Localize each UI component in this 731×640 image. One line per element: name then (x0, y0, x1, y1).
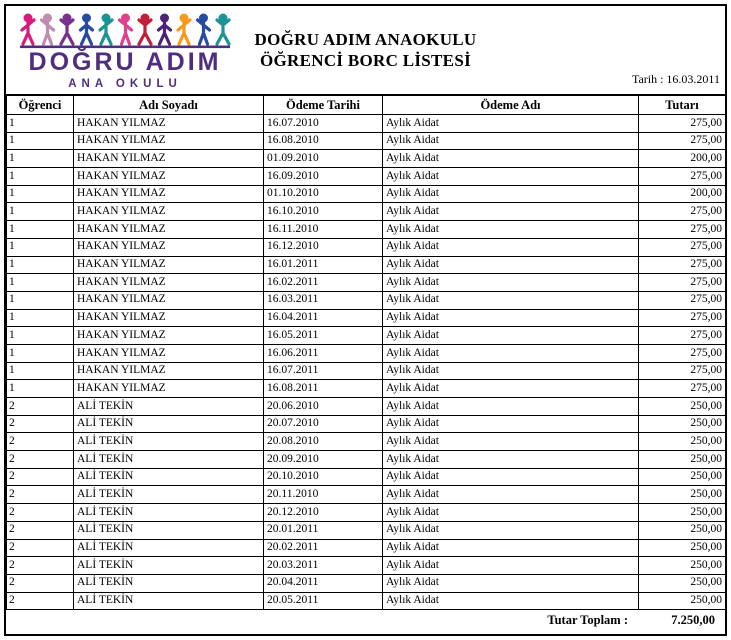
table-row (7, 362, 726, 380)
cell-odeme-adi: Aylık Aidat (383, 451, 639, 469)
cell-adi-soyadi: ALİ TEKİN (74, 451, 264, 469)
cell-odeme-adi: Aylık Aidat (383, 468, 639, 486)
cell-tutari: 250,00 (639, 398, 726, 416)
cell-odeme-adi: Aylık Aidat (383, 274, 639, 292)
table-row (7, 433, 726, 451)
cell-ogrenci: 1 (7, 291, 74, 309)
column-header-adi-soyadi: Adı Soyadı (74, 95, 264, 115)
cell-adi-soyadi: HAKAN YILMAZ (74, 256, 264, 274)
cell-adi-soyadi: HAKAN YILMAZ (74, 132, 264, 150)
cell-odeme-tarihi: 16.08.2011 (264, 380, 383, 398)
cell-ogrenci: 1 (7, 150, 74, 168)
table-row (7, 150, 726, 168)
cell-odeme-tarihi: 20.08.2010 (264, 433, 383, 451)
table-header (7, 95, 726, 115)
cell-tutari: 250,00 (639, 557, 726, 575)
cell-adi-soyadi: HAKAN YILMAZ (74, 115, 264, 133)
table-row (7, 468, 726, 486)
cell-adi-soyadi: ALİ TEKİN (74, 592, 264, 610)
cell-odeme-adi: Aylık Aidat (383, 256, 639, 274)
cell-odeme-adi: Aylık Aidat (383, 291, 639, 309)
cell-odeme-tarihi: 20.09.2010 (264, 451, 383, 469)
cell-adi-soyadi: HAKAN YILMAZ (74, 150, 264, 168)
cell-odeme-adi: Aylık Aidat (383, 380, 639, 398)
cell-adi-soyadi: HAKAN YILMAZ (74, 362, 264, 380)
cell-odeme-tarihi: 16.10.2010 (264, 203, 383, 221)
cell-odeme-tarihi: 20.05.2011 (264, 592, 383, 610)
cell-ogrenci: 1 (7, 238, 74, 256)
cell-ogrenci: 2 (7, 451, 74, 469)
cell-odeme-adi: Aylık Aidat (383, 592, 639, 610)
cell-tutari: 250,00 (639, 451, 726, 469)
cell-adi-soyadi: ALİ TEKİN (74, 486, 264, 504)
table-row (7, 168, 726, 186)
cell-ogrenci: 1 (7, 362, 74, 380)
cell-odeme-tarihi: 01.10.2010 (264, 185, 383, 203)
table-row (7, 132, 726, 150)
cell-tutari: 275,00 (639, 238, 726, 256)
cell-tutari: 275,00 (639, 291, 726, 309)
cell-odeme-tarihi: 16.02.2011 (264, 274, 383, 292)
cell-odeme-tarihi: 20.10.2010 (264, 468, 383, 486)
cell-odeme-adi: Aylık Aidat (383, 168, 639, 186)
total-row (6, 610, 725, 630)
cell-tutari: 250,00 (639, 415, 726, 433)
cell-ogrenci: 2 (7, 433, 74, 451)
cell-odeme-adi: Aylık Aidat (383, 521, 639, 539)
cell-adi-soyadi: HAKAN YILMAZ (74, 327, 264, 345)
table-row (7, 574, 726, 592)
cell-adi-soyadi: ALİ TEKİN (74, 468, 264, 486)
table-row (7, 203, 726, 221)
cell-tutari: 250,00 (639, 486, 726, 504)
cell-adi-soyadi: HAKAN YILMAZ (74, 238, 264, 256)
table-row (7, 398, 726, 416)
cell-tutari: 275,00 (639, 362, 726, 380)
cell-tutari: 250,00 (639, 539, 726, 557)
cell-ogrenci: 2 (7, 468, 74, 486)
cell-tutari: 250,00 (639, 521, 726, 539)
cell-tutari: 275,00 (639, 203, 726, 221)
cell-ogrenci: 1 (7, 256, 74, 274)
report-title-line2: ÖĞRENCİ BORC LİSTESİ (259, 51, 471, 70)
table-row (7, 539, 726, 557)
cell-ogrenci: 2 (7, 398, 74, 416)
table-row (7, 221, 726, 239)
cell-odeme-adi: Aylık Aidat (383, 486, 639, 504)
cell-odeme-adi: Aylık Aidat (383, 398, 639, 416)
cell-odeme-adi: Aylık Aidat (383, 344, 639, 362)
cell-odeme-tarihi: 20.12.2010 (264, 504, 383, 522)
cell-odeme-tarihi: 20.04.2011 (264, 574, 383, 592)
cell-odeme-adi: Aylık Aidat (383, 415, 639, 433)
cell-ogrenci: 1 (7, 274, 74, 292)
column-header-ogrenci: Öğrenci (7, 95, 74, 115)
cell-ogrenci: 2 (7, 557, 74, 575)
table-row (7, 274, 726, 292)
table-body (7, 115, 726, 610)
table-row (7, 592, 726, 610)
cell-odeme-adi: Aylık Aidat (383, 203, 639, 221)
table-row (7, 486, 726, 504)
cell-adi-soyadi: HAKAN YILMAZ (74, 221, 264, 239)
table-row (7, 327, 726, 345)
table-row (7, 415, 726, 433)
cell-odeme-tarihi: 16.07.2010 (264, 115, 383, 133)
cell-odeme-adi: Aylık Aidat (383, 221, 639, 239)
report-title-line1: DOĞRU ADIM ANAOKULU (254, 30, 477, 49)
cell-odeme-tarihi: 16.04.2011 (264, 309, 383, 327)
cell-ogrenci: 1 (7, 309, 74, 327)
cell-adi-soyadi: ALİ TEKİN (74, 398, 264, 416)
cell-tutari: 275,00 (639, 256, 726, 274)
cell-odeme-adi: Aylık Aidat (383, 574, 639, 592)
cell-tutari: 275,00 (639, 221, 726, 239)
cell-ogrenci: 2 (7, 521, 74, 539)
cell-odeme-tarihi: 16.07.2011 (264, 362, 383, 380)
cell-odeme-tarihi: 01.09.2010 (264, 150, 383, 168)
cell-tutari: 275,00 (639, 168, 726, 186)
cell-tutari: 250,00 (639, 468, 726, 486)
cell-tutari: 275,00 (639, 115, 726, 133)
cell-odeme-adi: Aylık Aidat (383, 557, 639, 575)
cell-ogrenci: 1 (7, 132, 74, 150)
cell-adi-soyadi: ALİ TEKİN (74, 539, 264, 557)
cell-ogrenci: 1 (7, 185, 74, 203)
cell-odeme-tarihi: 16.05.2011 (264, 327, 383, 345)
table-row (7, 504, 726, 522)
column-header-odeme-adi: Ödeme Adı (383, 95, 639, 115)
cell-odeme-tarihi: 16.11.2010 (264, 221, 383, 239)
cell-adi-soyadi: ALİ TEKİN (74, 557, 264, 575)
report-date: Tarih : 16.03.2011 (631, 72, 720, 86)
cell-odeme-tarihi: 20.11.2010 (264, 486, 383, 504)
cell-ogrenci: 2 (7, 504, 74, 522)
cell-odeme-tarihi: 16.01.2011 (264, 256, 383, 274)
cell-odeme-adi: Aylık Aidat (383, 362, 639, 380)
report-page (4, 4, 727, 636)
cell-odeme-tarihi: 16.08.2010 (264, 132, 383, 150)
cell-ogrenci: 2 (7, 574, 74, 592)
table-row (7, 238, 726, 256)
cell-ogrenci: 2 (7, 592, 74, 610)
cell-ogrenci: 2 (7, 415, 74, 433)
cell-tutari: 275,00 (639, 327, 726, 345)
cell-tutari: 250,00 (639, 504, 726, 522)
cell-odeme-tarihi: 16.09.2010 (264, 168, 383, 186)
table-row (7, 380, 726, 398)
cell-ogrenci: 1 (7, 221, 74, 239)
table-row (7, 185, 726, 203)
cell-odeme-tarihi: 16.12.2010 (264, 238, 383, 256)
cell-odeme-tarihi: 20.06.2010 (264, 398, 383, 416)
cell-tutari: 275,00 (639, 309, 726, 327)
debt-table (6, 94, 726, 610)
cell-ogrenci: 2 (7, 486, 74, 504)
cell-odeme-adi: Aylık Aidat (383, 132, 639, 150)
cell-adi-soyadi: ALİ TEKİN (74, 433, 264, 451)
cell-adi-soyadi: ALİ TEKİN (74, 415, 264, 433)
cell-odeme-tarihi: 20.01.2011 (264, 521, 383, 539)
cell-tutari: 250,00 (639, 433, 726, 451)
cell-ogrenci: 1 (7, 168, 74, 186)
cell-ogrenci: 1 (7, 115, 74, 133)
report-title (6, 29, 725, 71)
cell-tutari: 250,00 (639, 592, 726, 610)
cell-tutari: 275,00 (639, 132, 726, 150)
cell-odeme-adi: Aylık Aidat (383, 185, 639, 203)
total-value: 7.250,00 (671, 612, 715, 627)
cell-odeme-adi: Aylık Aidat (383, 150, 639, 168)
cell-odeme-tarihi: 20.03.2011 (264, 557, 383, 575)
table-row (7, 115, 726, 133)
table-row (7, 557, 726, 575)
cell-odeme-adi: Aylık Aidat (383, 309, 639, 327)
cell-tutari: 275,00 (639, 274, 726, 292)
cell-adi-soyadi: HAKAN YILMAZ (74, 185, 264, 203)
cell-adi-soyadi: ALİ TEKİN (74, 521, 264, 539)
cell-tutari: 275,00 (639, 344, 726, 362)
table-row (7, 521, 726, 539)
cell-adi-soyadi: HAKAN YILMAZ (74, 291, 264, 309)
cell-tutari: 275,00 (639, 380, 726, 398)
cell-ogrenci: 2 (7, 539, 74, 557)
cell-adi-soyadi: HAKAN YILMAZ (74, 344, 264, 362)
cell-adi-soyadi: ALİ TEKİN (74, 574, 264, 592)
cell-ogrenci: 1 (7, 380, 74, 398)
cell-odeme-tarihi: 20.02.2011 (264, 539, 383, 557)
cell-adi-soyadi: HAKAN YILMAZ (74, 380, 264, 398)
cell-odeme-tarihi: 20.07.2010 (264, 415, 383, 433)
cell-adi-soyadi: HAKAN YILMAZ (74, 203, 264, 221)
cell-ogrenci: 1 (7, 203, 74, 221)
column-header-odeme-tarihi: Ödeme Tarihi (264, 95, 383, 115)
cell-odeme-adi: Aylık Aidat (383, 115, 639, 133)
table-row (7, 256, 726, 274)
cell-odeme-tarihi: 16.03.2011 (264, 291, 383, 309)
table-row (7, 309, 726, 327)
report-header (6, 6, 725, 94)
cell-ogrenci: 1 (7, 344, 74, 362)
cell-odeme-adi: Aylık Aidat (383, 504, 639, 522)
cell-tutari: 200,00 (639, 150, 726, 168)
table-row (7, 344, 726, 362)
cell-adi-soyadi: HAKAN YILMAZ (74, 274, 264, 292)
cell-adi-soyadi: ALİ TEKİN (74, 504, 264, 522)
cell-odeme-adi: Aylık Aidat (383, 433, 639, 451)
total-label: Tutar Toplam : (547, 612, 628, 627)
cell-tutari: 250,00 (639, 574, 726, 592)
cell-odeme-adi: Aylık Aidat (383, 327, 639, 345)
logo-subtitle: ANA OKULU (68, 78, 182, 90)
cell-ogrenci: 1 (7, 327, 74, 345)
cell-tutari: 200,00 (639, 185, 726, 203)
column-header-tutari: Tutarı (639, 95, 726, 115)
cell-adi-soyadi: HAKAN YILMAZ (74, 309, 264, 327)
cell-odeme-adi: Aylık Aidat (383, 539, 639, 557)
cell-adi-soyadi: HAKAN YILMAZ (74, 168, 264, 186)
cell-odeme-adi: Aylık Aidat (383, 238, 639, 256)
table-row (7, 291, 726, 309)
logo-title: DOĞRU ADIM (28, 48, 222, 76)
table-row (7, 451, 726, 469)
cell-odeme-tarihi: 16.06.2011 (264, 344, 383, 362)
